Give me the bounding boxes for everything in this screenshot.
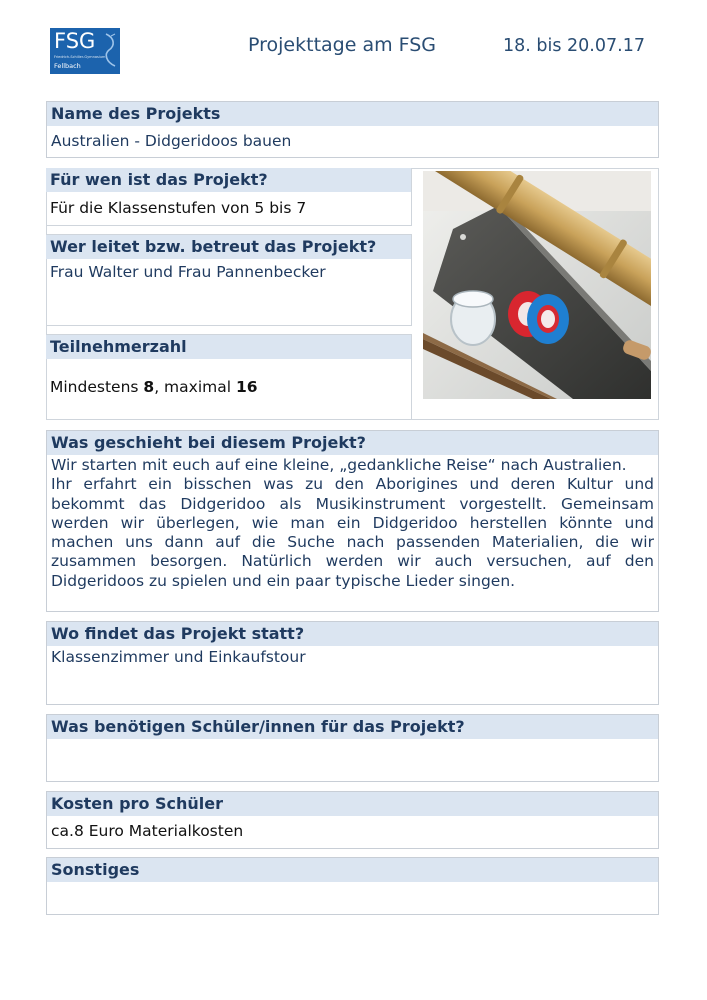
lead-section	[46, 234, 412, 326]
description-label: Was geschieht bei diesem Projekt?	[47, 431, 658, 455]
project-dates: 18. bis 20.07.17	[503, 36, 645, 56]
project-name-label: Name des Projekts	[47, 102, 658, 126]
school-logo	[50, 28, 120, 74]
description-box	[46, 430, 659, 612]
project-name-value: Australien - Didgeridoos bauen	[51, 132, 292, 150]
needs-box	[46, 714, 659, 782]
page-title: Projekttage am FSG	[248, 34, 437, 56]
participants-label: Teilnehmerzahl	[46, 335, 411, 359]
project-name-box	[46, 101, 659, 158]
participants-middle: , maximal	[154, 378, 236, 396]
audience-value: Für die Klassenstufen von 5 bis 7	[50, 199, 307, 217]
needs-label: Was benötigen Schüler/innen für das Projekt?	[47, 715, 658, 739]
logo-town: Fellbach	[54, 62, 81, 70]
costs-label: Kosten pro Schüler	[47, 792, 658, 816]
needs-value	[47, 739, 658, 745]
description-paragraph-1: Wir starten mit euch auf eine kleine, „gedankliche Reise“ nach Australien.	[51, 456, 627, 474]
misc-value	[47, 882, 658, 888]
location-box	[46, 621, 659, 705]
misc-box	[46, 857, 659, 915]
participants-min: 8	[143, 378, 155, 396]
misc-label: Sonstiges	[47, 858, 658, 882]
lead-label: Wer leitet bzw. betreut das Projekt?	[46, 235, 411, 259]
costs-box	[46, 791, 659, 849]
logo-subtitle: Friedrich-Schiller-Gymnasium	[54, 55, 106, 59]
participants-max: 16	[235, 378, 258, 396]
project-photo	[423, 171, 651, 399]
lead-value: Frau Walter und Frau Pannenbecker	[50, 263, 326, 281]
participants-value	[46, 359, 411, 399]
audience-label: Für wen ist das Projekt?	[46, 168, 411, 192]
location-label: Wo findet das Projekt statt?	[47, 622, 658, 646]
audience-section	[46, 168, 412, 226]
didgeridoo-materials-image	[423, 171, 651, 399]
costs-value: ca.8 Euro Materialkosten	[51, 822, 244, 840]
location-value: Klassenzimmer und Einkaufstour	[51, 648, 306, 666]
logo-text: FSG	[54, 29, 96, 53]
description-paragraph-2: Ihr erfahrt ein bisschen was zu den Aborigines und deren Kultur und bekommt das Didgeridoo als Musikinstrument vorgestellt. Gemeinsam werden wir überlegen, wie man ein Didgeridoo herstellen könnte und machen uns dann auf die Suche nach passenden Materialien, die wir zusammen besorgen. Natürlich werden wir auch versuchen, auf den Didgeridoos zu spielen und ein paar typische Lieder singen.	[51, 475, 654, 590]
participants-section	[46, 334, 412, 420]
logo-swirl-icon	[103, 32, 117, 68]
participants-prefix: Mindestens	[50, 378, 144, 396]
